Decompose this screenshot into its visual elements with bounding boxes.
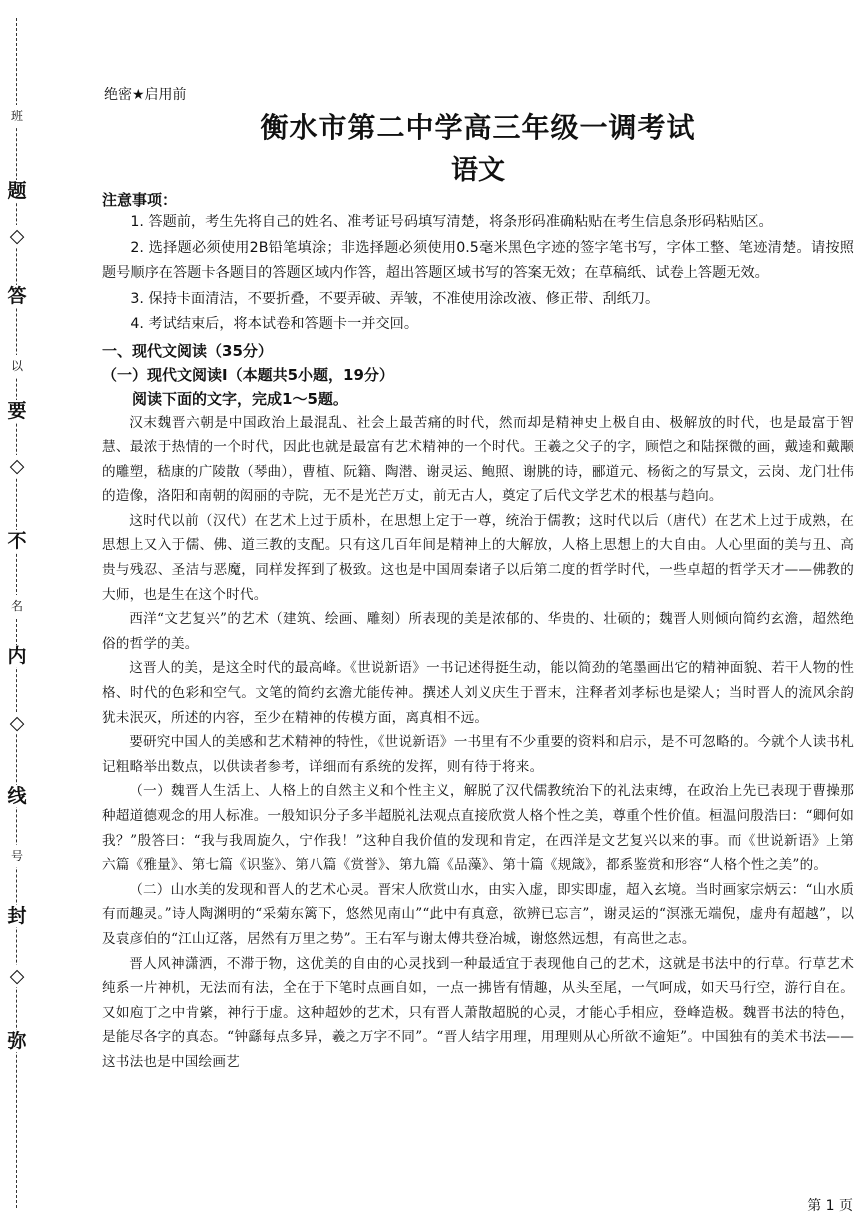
passage-paragraph: 这晋人的美，是这全时代的最高峰。《世说新语》一书记述得挺生动，能以简劲的笔墨画出它的精神面貌、若干人物的性格、时代的色彩和空气。文笔的简约玄澹尤能传神。撰述人刘义庆生于晋末，注释者刘孝标也是梁人；当时晋人的流风余韵犹未泯灭，所述的内容，至少在精神的传模方面，离真相不远。 [102, 660, 854, 726]
passage-paragraph: 晋人风神潇洒，不滞于物，这优美的自由的心灵找到一种最适宜于表现他自己的艺术，这就是书法中的行草。行草艺术纯系一片神机，无法而有法，全在于下笔时点画自如，一点一拂皆有情趣，从头至尾，一气呵成，如天马行空，游行自在。又如庖丁之中肯綮，神行于虚。这种超妙的艺术，只有晋人萧散超脱的心灵，才能心手相应，登峰造极。魏晋书法的特色，是能尽各字的真态。“钟繇每点多异，羲之万字不同”。“晋人结字用理，用理则从心所欲不逾矩”。中国独有的美术书法——这书法也是中国绘画艺 [102, 955, 854, 1070]
notice-item: 2. 选择题必须使用2B铅笔填涂；非选择题必须使用0.5毫米黑色字迹的签字笔书写，字体工整、笔迹清楚。请按照题号顺序在答题卡各题目的答题区域内作答，超出答题区域书写的答案无效；在草稿纸、试卷上答题无效。 [102, 239, 854, 281]
passage-paragraph: 这时代以前（汉代）在艺术上过于质朴，在思想上定于一尊，统治于儒教；这时代以后（唐代）在艺术上过于成熟，在思想上又入于儒、佛、道三教的支配。只有这几百年间是精神上的大解放，人格上思想上的大自由。人心里面的美与丑、高贵与残忍、圣洁与恶魔，同样发挥到了极致。这也是中国周秦诸子以后第二度的哲学时代，一些卓超的哲学天才——佛教的大师，也是生在这个时代。 [102, 512, 854, 603]
notice-item: 3. 保持卡面清洁，不要折叠，不要弄破、弄皱，不准使用涂改液、修正带、刮纸刀。 [130, 290, 660, 307]
margin-label: 题 [7, 180, 27, 202]
exam-title: 衡水市第二中学高三年级一调考试 [260, 111, 696, 144]
margin-label: 线 [7, 785, 27, 807]
page-number: 第 1 页 [807, 1198, 853, 1214]
passage-paragraph: 西洋“文艺复兴”的艺术（建筑、绘画、雕刻）所表现的美是浓郁的、华贵的、壮硕的；魏晋人则倾向简约玄澹，超然绝俗的哲学的美。 [102, 611, 854, 652]
margin-label: 班 [6, 105, 28, 127]
subject-title: 语文 [451, 155, 505, 186]
margin-label: 封 [7, 905, 27, 927]
notice-heading: 注意事项： [102, 191, 178, 209]
reading-instruction: 阅读下面的文字，完成1～5题。 [132, 389, 348, 408]
diamond-marker-icon: ◇ [6, 225, 28, 247]
binding-margin [0, 0, 70, 1226]
passage-paragraph: 汉末魏晋六朝是中国政治上最混乱、社会上最苦痛的时代，然而却是精神史上极自由、极解放的时代，也是最富于智慧、最浓于热情的一个时代，因此也就是最富有艺术精神的一个时代。王羲之父子的字，顾恺之和陆探微的画，戴逵和戴颙的雕塑，嵇康的广陵散（琴曲），曹植、阮籍、陶潜、谢灵运、鲍照、谢朓的诗，郦道元、杨衒之的写景文，云岗、龙门壮伟的造像，洛阳和南朝的闳丽的寺院，无不是光芒万丈，前无古人，奠定了后代文学艺术的根基与趋向。 [102, 414, 854, 505]
reading-passage [102, 411, 854, 1075]
margin-label: 以 [6, 355, 28, 377]
passage-paragraph: （一）魏晋人生活上、人格上的自然主义和个性主义，解脱了汉代儒教统治下的礼法束缚，在政治上先已表现于曹操那种超道德观念的用人标准。一般知识分子多半超脱礼法观点直接欣赏人格个性之美，尊重个性价值。桓温问殷浩曰：“卿何如我？”殷答曰：“我与我周旋久，宁作我！”这种自我价值的发现和肯定，在西洋是文艺复兴以来的事。而《世说新语》上第六篇《雅量》、第七篇《识鉴》、第八篇《赏誉》、第九篇《品藻》、第十篇《规箴》，都系鉴赏和形容“人格个性之美”的。 [102, 783, 855, 874]
diamond-marker-icon: ◇ [6, 712, 28, 734]
notice-item: 1. 答题前，考生先将自己的姓名、准考证号码填写清楚，将条形码准确粘贴在考生信息条形码粘贴区。 [130, 214, 773, 230]
margin-label: 名 [6, 595, 28, 617]
confidential-label: 绝密★启用前 [104, 87, 187, 103]
margin-label: 要 [7, 400, 27, 422]
exam-page [102, 84, 854, 1075]
notice-item: 4. 考试结束后，将本试卷和答题卡一并交回。 [130, 316, 419, 332]
subsection-heading: （一）现代文阅读Ⅰ（本题共5小题，19分） [102, 365, 394, 384]
margin-label: 内 [7, 645, 27, 667]
section-heading: 一、现代文阅读（35分） [102, 341, 273, 360]
diamond-marker-icon: ◇ [6, 455, 28, 477]
notice-list [102, 210, 854, 338]
passage-paragraph: 要研究中国人的美感和艺术精神的特性，《世说新语》一书里有不少重要的资料和启示，是不可忽略的。今就个人读书札记粗略举出数点，以供读者参考，详细而有系统的发挥，则有待于将来。 [102, 734, 854, 775]
margin-label: 答 [7, 285, 27, 307]
passage-paragraph: （二）山水美的发现和晋人的艺术心灵。晋宋人欣赏山水，由实入虚，即实即虚，超入玄境。当时画家宗炳云：“山水质有而趣灵。”诗人陶渊明的“采菊东篱下，悠然见南山”“此中有真意，欲辨已忘言”，谢灵运的“溟涨无端倪，虚舟有超越”，以及袁彦伯的“江山辽落，居然有万里之势”。王右军与谢太傅共登冶城，谢悠然远想，有高世之志。 [102, 881, 854, 947]
margin-label: 弥 [7, 1030, 27, 1052]
margin-label: 不 [7, 530, 27, 552]
margin-label: 号 [6, 845, 28, 867]
diamond-marker-icon: ◇ [6, 965, 28, 987]
